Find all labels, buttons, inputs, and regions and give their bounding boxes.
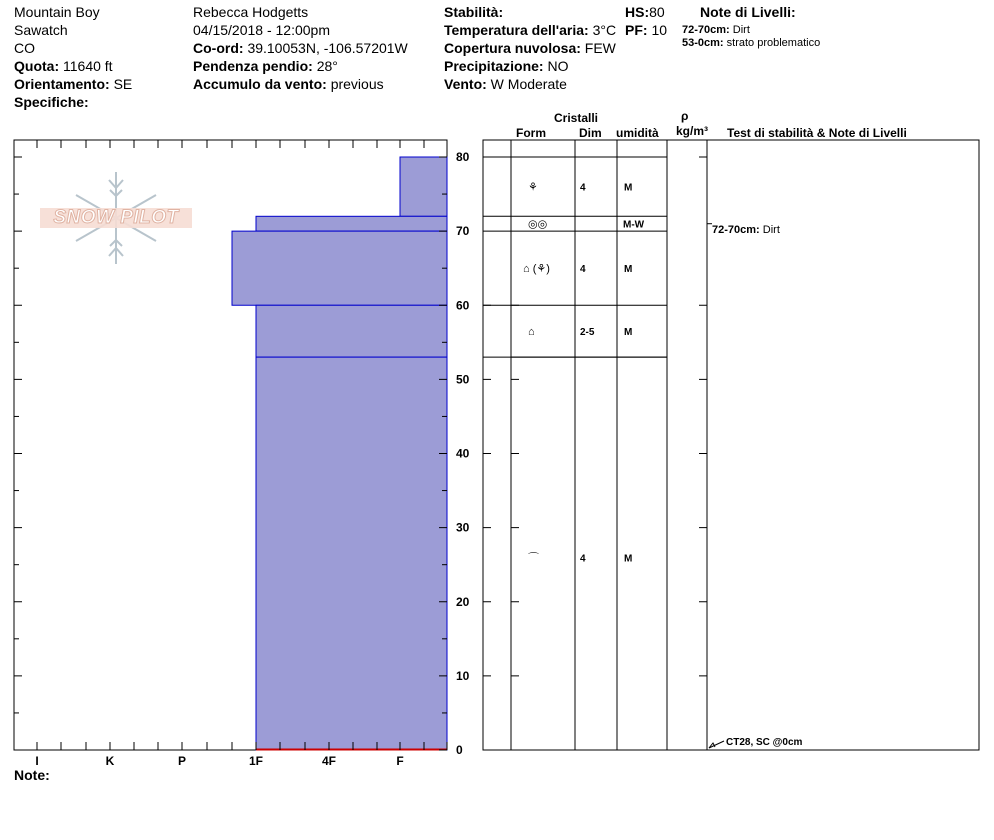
- form-header: Form: [516, 126, 546, 140]
- hardness-layer-bar: [256, 357, 447, 750]
- x-tick-label: K: [105, 754, 115, 768]
- cloud-value: FEW: [584, 40, 616, 56]
- coord-value: 39.10053N, -106.57201W: [247, 40, 408, 56]
- stability-label: Stabilità:: [444, 4, 504, 20]
- precip-label: Precipitazione:: [444, 58, 544, 74]
- hardness-layer-bar: [256, 305, 447, 357]
- crystal-moisture: M: [624, 182, 633, 194]
- x-tick-label: 1F: [248, 754, 264, 768]
- cloud-label: Copertura nuvolosa:: [444, 40, 581, 56]
- y-tick-label: 50: [456, 372, 470, 387]
- layer-note-text: Dirt: [762, 224, 780, 237]
- crystal-size: 2-5: [580, 327, 595, 339]
- elevation-value: 11640 ft: [63, 58, 113, 74]
- pf-label: PF:: [625, 22, 648, 38]
- note-label: Note:: [14, 767, 50, 783]
- layer-note-label: [712, 224, 780, 236]
- crystals-header: Cristalli: [554, 111, 599, 125]
- air-temp-value: 3°C: [592, 22, 617, 38]
- x-tick-label: I: [35, 754, 39, 768]
- observer-name: Rebecca Hodgetts: [193, 4, 309, 20]
- crystal-form-symbol: ⌂: [528, 326, 535, 339]
- coord-label: Co-ord:: [193, 40, 244, 56]
- pf-value: 10: [651, 22, 668, 38]
- layer-note-depth: 53-0cm:: [682, 37, 724, 49]
- wind-value: W Moderate: [490, 76, 567, 92]
- aspect-label: Orientamento:: [14, 76, 110, 92]
- crystal-moisture: M: [624, 327, 633, 339]
- hardness-layer-bar: [256, 216, 447, 231]
- state: CO: [14, 40, 35, 56]
- layer-note-depth: 72-70cm:: [712, 224, 763, 237]
- x-tick-label: 4F: [321, 754, 337, 768]
- layer-note-depth: 72-70cm:: [682, 24, 730, 36]
- crystal-form-symbol: ⚘: [528, 181, 538, 194]
- x-tick-label: F: [396, 754, 404, 768]
- mountain-range: Sawatch: [14, 22, 68, 38]
- logo-text: SNOW PILOT: [53, 207, 179, 228]
- hs-value: 80: [649, 4, 665, 20]
- crystal-moisture: M-W: [623, 219, 645, 231]
- crystal-size: 4: [580, 264, 586, 276]
- wind-loading-label: Accumulo da vento:: [193, 76, 327, 92]
- y-tick-label: 70: [456, 224, 470, 239]
- x-tick-label: P: [177, 754, 187, 768]
- y-tick-label: 60: [456, 298, 470, 313]
- slope-value: 28°: [316, 58, 338, 74]
- stability-test-label: CT28, SC @0cm: [726, 737, 803, 748]
- wind-loading-value: previous: [330, 76, 384, 92]
- crystal-form-symbol: ⌂ (⚘): [523, 263, 550, 276]
- crystal-size: 4: [580, 553, 586, 565]
- size-header: Dim: [579, 126, 602, 140]
- location-name: Mountain Boy: [14, 4, 100, 20]
- crystal-size: 4: [580, 182, 586, 194]
- density-symbol: ρ: [681, 109, 689, 123]
- density-unit: kg/m³: [676, 124, 709, 138]
- y-tick-label: 10: [456, 668, 470, 683]
- crystal-form-symbol: ◎◎: [528, 218, 548, 231]
- y-tick-label: 0: [456, 743, 463, 757]
- crystal-moisture: M: [624, 264, 633, 276]
- tests-header: Test di stabilità & Note di Livelli: [727, 126, 907, 140]
- aspect-value: SE: [113, 76, 133, 92]
- precip-value: NO: [547, 58, 569, 74]
- crystal-moisture: M: [624, 553, 633, 565]
- hardness-layer-bar: [400, 157, 447, 216]
- y-tick-label: 40: [456, 446, 470, 461]
- y-tick-label: 20: [456, 594, 470, 609]
- hardness-layer-bar: [232, 231, 447, 305]
- hs-label: HS:: [625, 4, 650, 20]
- layer-note-text: Dirt: [732, 24, 750, 36]
- test-arrow-icon: [709, 743, 715, 748]
- crystal-form-symbol: ⌒: [528, 552, 539, 565]
- wind-label: Vento:: [444, 76, 487, 92]
- layer-notes-title: Note di Livelli:: [700, 4, 796, 20]
- air-temp-label: Temperatura dell'aria:: [444, 22, 589, 38]
- slope-label: Pendenza pendio:: [193, 58, 313, 74]
- y-tick-label: 80: [456, 150, 470, 164]
- observation-datetime: 04/15/2018 - 12:00pm: [193, 22, 330, 38]
- layer-note-text: strato problematico: [726, 37, 821, 49]
- y-tick-label: 30: [456, 520, 470, 535]
- specifics-label: Specifiche:: [14, 94, 89, 110]
- elevation-label: Quota:: [14, 58, 60, 74]
- moisture-header: umidità: [616, 126, 659, 140]
